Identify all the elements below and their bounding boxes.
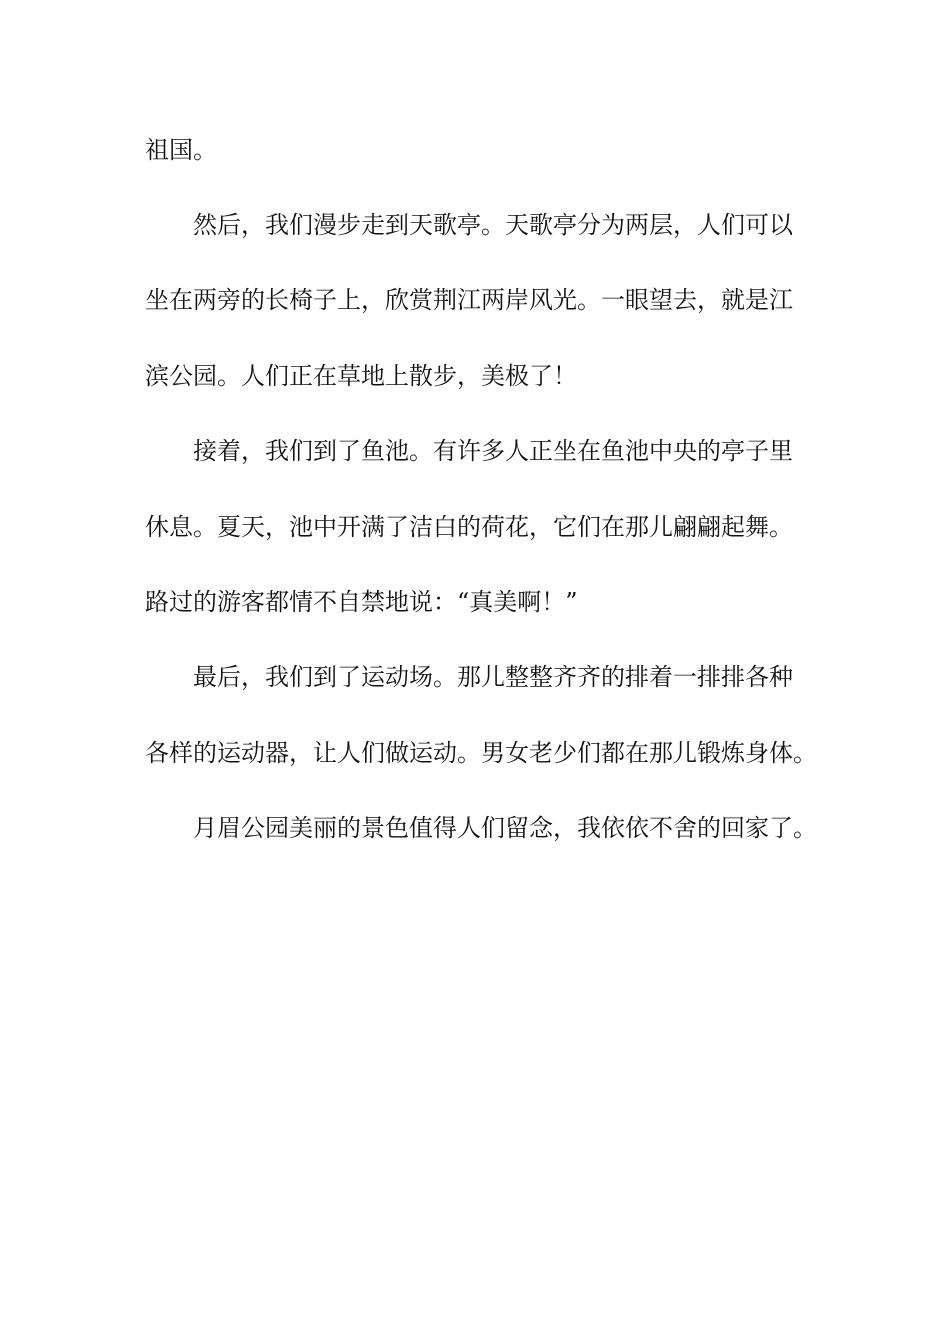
- text-line: 路过的游客都情不自禁地说：“真美啊！”: [145, 588, 578, 616]
- text-line: 休息。夏天，池中开满了洁白的荷花，它们在那儿翩翩起舞。: [145, 513, 793, 541]
- paragraph-start-line: 最后，我们到了运动场。那儿整整齐齐的排着一排排各种: [193, 663, 793, 691]
- text-line: 坐在两旁的长椅子上，欣赏荆江两岸风光。一眼望去，就是江: [145, 286, 793, 314]
- text-line: 祖国。: [145, 136, 217, 164]
- text-line: 各样的运动器，让人们做运动。男女老少们都在那儿锻炼身体。: [145, 739, 817, 767]
- text-line: 滨公园。人们正在草地上散步，美极了！: [145, 362, 577, 390]
- paragraph-start-line: 月眉公园美丽的景色值得人们留念，我依依不舍的回家了。: [193, 814, 817, 842]
- paragraph-start-line: 然后，我们漫步走到天歌亭。天歌亭分为两层，人们可以: [193, 211, 793, 239]
- paragraph-start-line: 接着，我们到了鱼池。有许多人正坐在鱼池中央的亭子里: [193, 437, 793, 465]
